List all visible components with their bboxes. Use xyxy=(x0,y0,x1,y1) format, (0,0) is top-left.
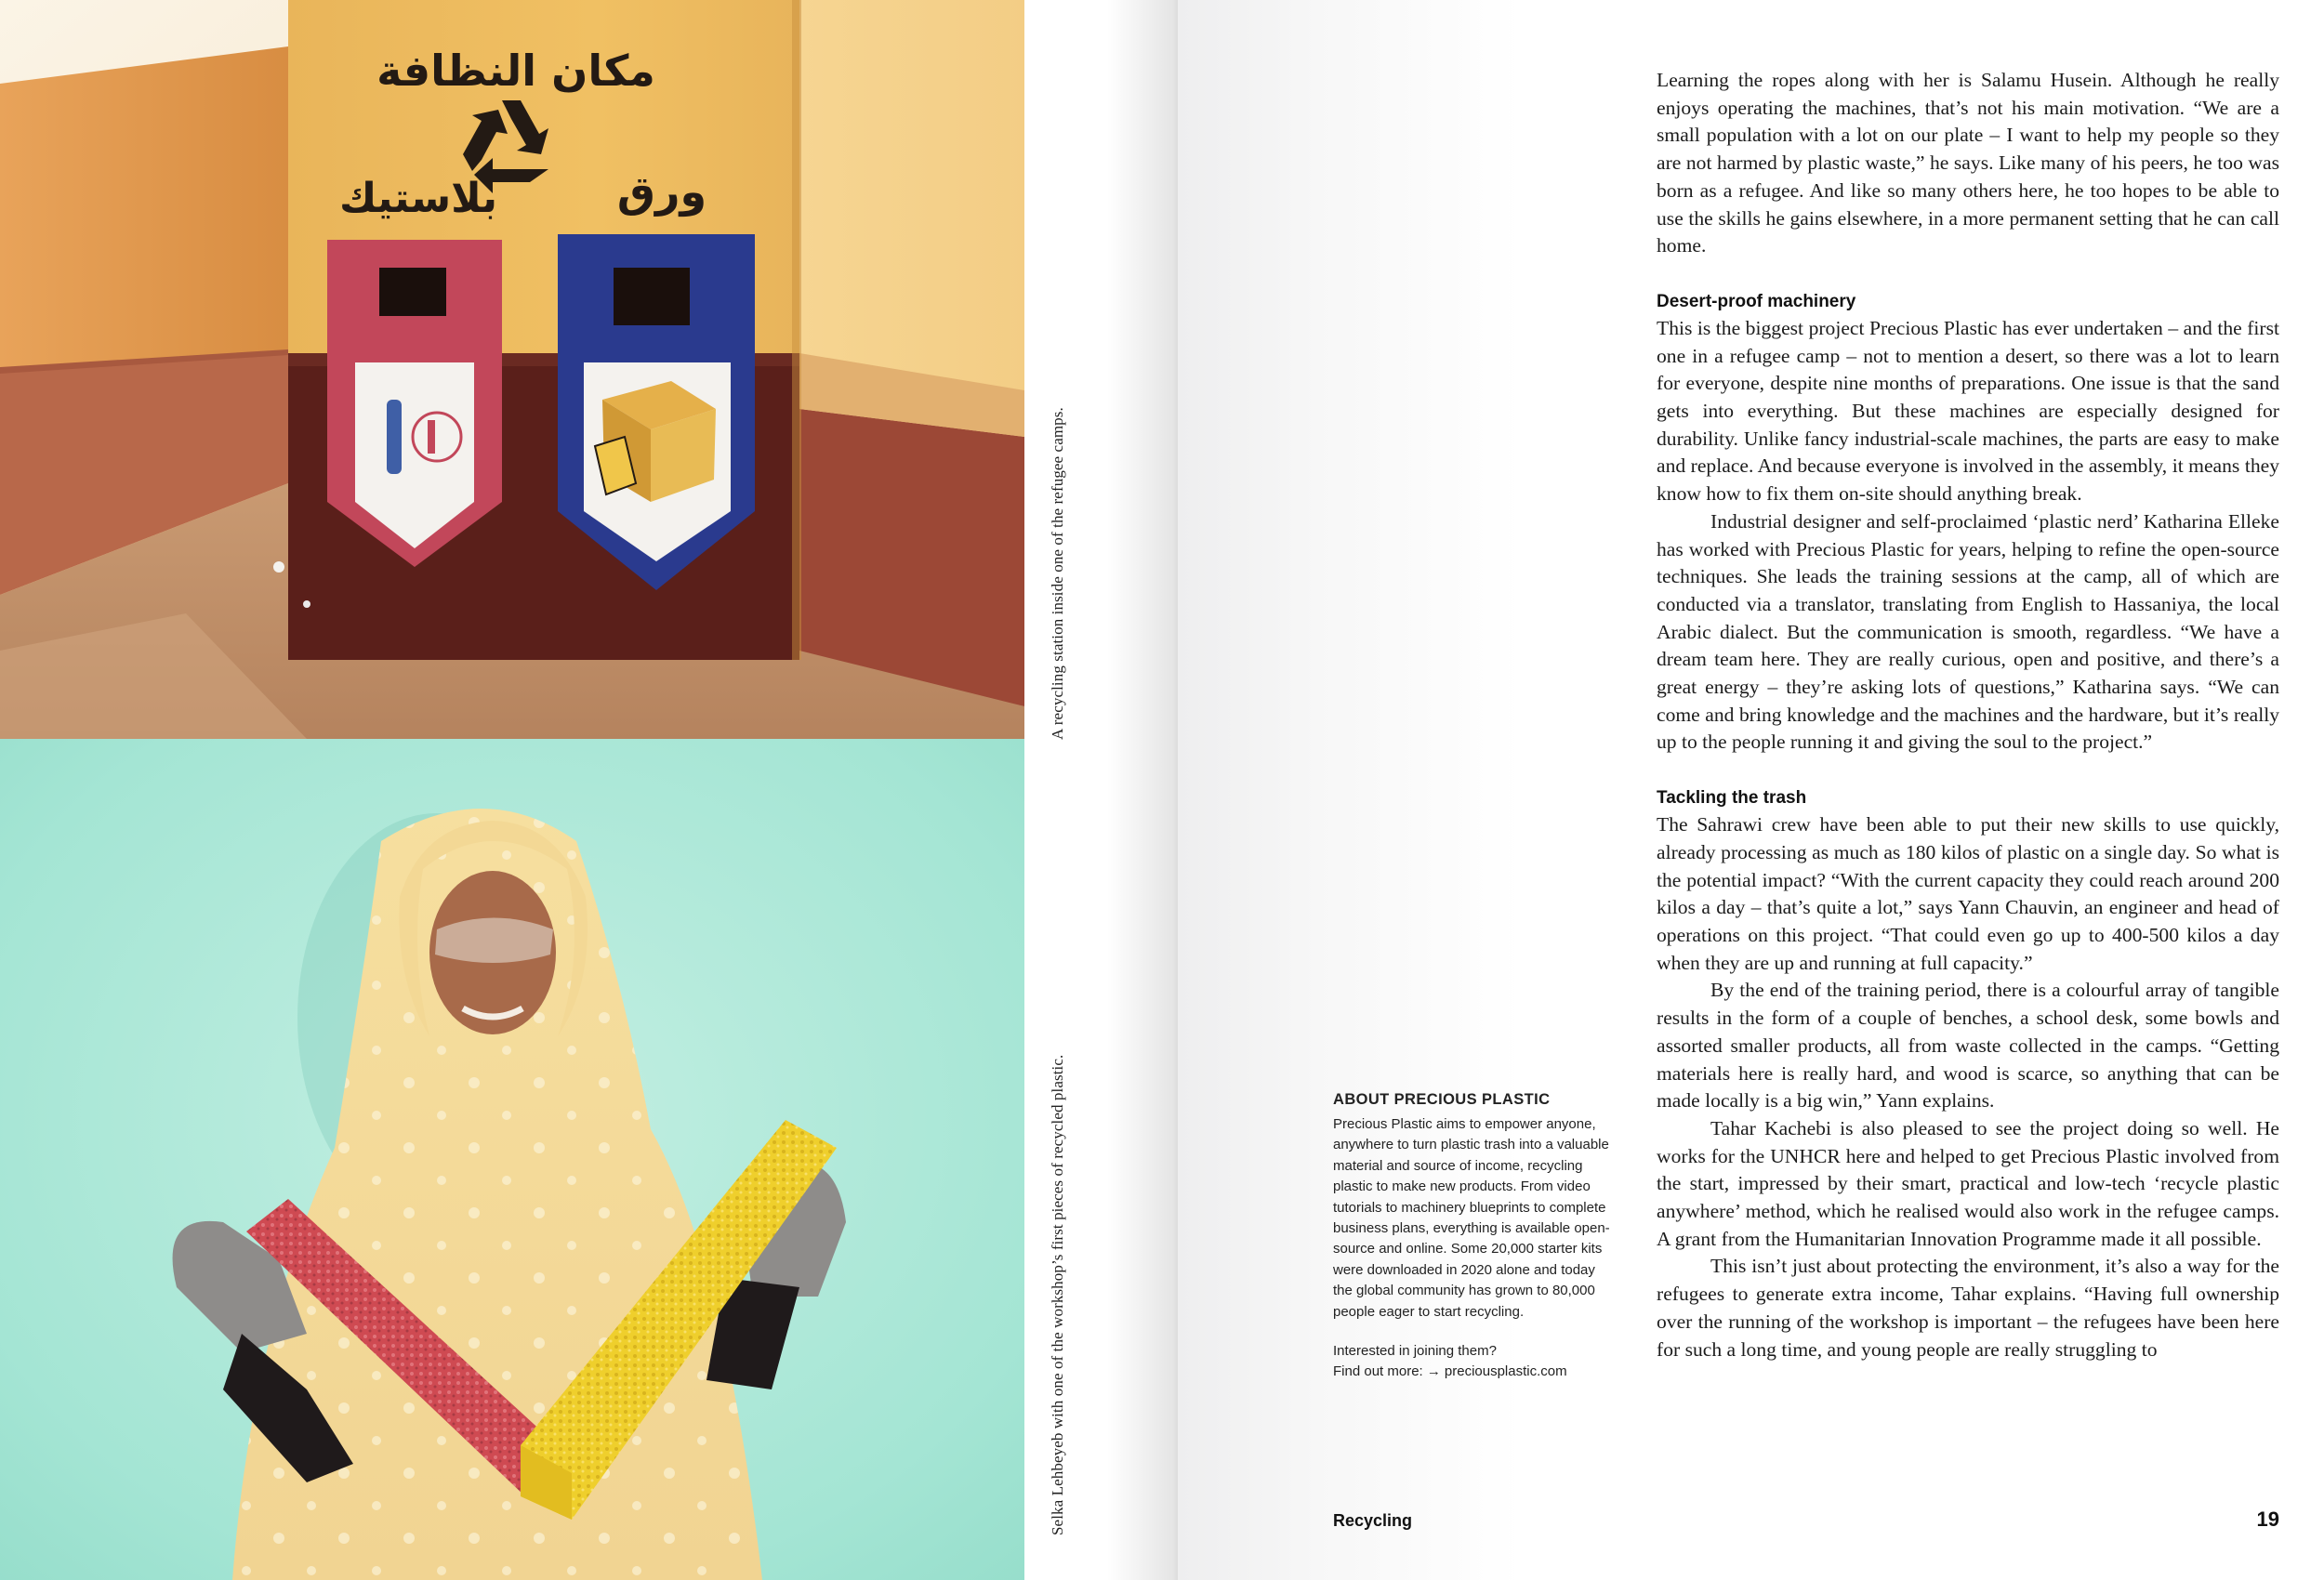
article-column xyxy=(1657,67,2279,1363)
sidebar-cta-question: Interested in joining them? xyxy=(1333,1343,1497,1360)
precious-plastic-link[interactable]: preciousplastic.com xyxy=(1444,1363,1567,1380)
recycling-station-illustration xyxy=(0,0,1024,739)
jug-icon xyxy=(413,413,461,461)
arrow-right-icon: → xyxy=(1426,1363,1441,1380)
section-label: Recycling xyxy=(1333,1511,1413,1530)
article-paragraph: By the end of the training period, there is a colourful array of tangible results in the form of a couple of benches, a school desk, some bowls and assorted smaller products, all from waste collected in the camps. “Getting materials here is really hard, and wood is scarce, so anything that can be made locally is a big win,” Yann explains. xyxy=(1657,979,2279,1113)
safety-glasses xyxy=(435,918,553,964)
article-paragraph: This isn’t just about protecting the environment, it’s also a way for the refugees to generate extra income, Tahar explains. “Having full ownership over the running of the workshop is important – the refugees have been here for such a long time, and young people are really struggling to xyxy=(1657,1255,2279,1361)
article-paragraph: This is the biggest project Precious Plastic has ever undertaken – and the first one in a refugee camp – not to mention a desert, so there was a lot to learn for everyone, despite nine months of preparations. One issue is that the sand gets into everything. But these machines are especially designed for durability. Unlike fancy industrial-scale machines, the parts are easy to make and replace. And because everyone is involved in the assembly, it means they know how to fix them on-site should anything break. xyxy=(1657,316,2279,506)
bottle-icon xyxy=(387,400,402,474)
subheading-tackling-the-trash: Tackling the trash xyxy=(1657,788,1807,809)
sign-text-right: ورق xyxy=(616,166,707,217)
article-paragraph: Tahar Kachebi is also pleased to see the project doing so well. He works for the UNHCR here and helped to get Precious Plastic involved from the start, impressed by their smart, practical and low-tech ‘recycle plastic anywhere’ method, which he realised would also work in the refugee camps. A grant from the Humanitarian Innovation Programme made it all possible. xyxy=(1657,1116,2279,1250)
sidebar-cta xyxy=(1333,1341,1612,1383)
sign-text-top: مكان النظافة xyxy=(376,46,655,96)
subheading-desert-proof-machinery: Desert-proof machinery xyxy=(1657,291,1856,311)
about-precious-plastic-sidebar xyxy=(1333,1091,1612,1383)
portrait-photo xyxy=(0,739,1024,1580)
article-paragraph: The Sahrawi crew have been able to put their new skills to use quickly, already processing as much as 180 kilos of plastic on a single day. So what is the potential impact? “With the current capacity they could reach around 200 kilos a day – that’s quite a lot,” says Yann Chauvin, an engineer and head of operations on this project. “That could even go up to 400-500 kilos a day when they are up and running at full capacity.” xyxy=(1657,813,2279,974)
sidebar-body: Precious Plastic aims to empower anyone, anywhere to turn plastic trash into a valuable material and source of income, recycling plastic to make new products. From video tutorials to machinery blueprints to complete business plans, everything is available open-source and online. Some 20,000 starter kits were downloaded in 2020 alone and today the global community has grown to 80,000 people eager to start recycling. xyxy=(1333,1116,1610,1320)
box-icon xyxy=(595,381,716,502)
sidebar-cta-prefix: Find out more: xyxy=(1333,1363,1423,1380)
photo-caption-bottom: Selka Lehbeyeb with one of the workshop’s first pieces of recycled plastic. xyxy=(1049,1054,1066,1535)
sign-text-left: بلاستيك xyxy=(338,175,498,222)
recycling-station-photo xyxy=(0,0,1024,739)
sidebar-title: ABOUT PRECIOUS PLASTIC xyxy=(1333,1091,1551,1108)
article-paragraph: Learning the ropes along with her is Salamu Husein. Although he really enjoys operating the machines, that’s not his main motivation. “We are a small population with a lot on our plate – I want to help my people so they are not harmed by plastic waste,” he says. Like many of his peers, he too was born as a refugee. And like so many others here, he too hopes to be able to use the skills he gains elsewhere, in a more permanent setting that he can call home. xyxy=(1657,69,2279,257)
photo-caption-top: A recycling station inside one of the refugee camps. xyxy=(1049,407,1066,740)
article-paragraph: Industrial designer and self-proclaimed ‘plastic nerd’ Katharina Elleke has worked with Precious Plastic for years, helping to refine the open-source techniques. She leads the training sessions at the camp, all of which are conducted via a translator, translating from English to Hassaniya, the local Arabic dialect. But the communication is smooth, regardless. “We have a dream team here. They are really curious, open and positive, and there’s a great energy – they’re asking lots of questions,” Katharina says. “We can come and bring knowledge and the machines and the hardware, but it’s really up to the people running it and giving the soul to the project.” xyxy=(1657,509,2279,754)
page-number: 19 xyxy=(2256,1508,2279,1531)
portrait-illustration xyxy=(0,739,1024,1580)
plastic-bin xyxy=(327,240,502,567)
